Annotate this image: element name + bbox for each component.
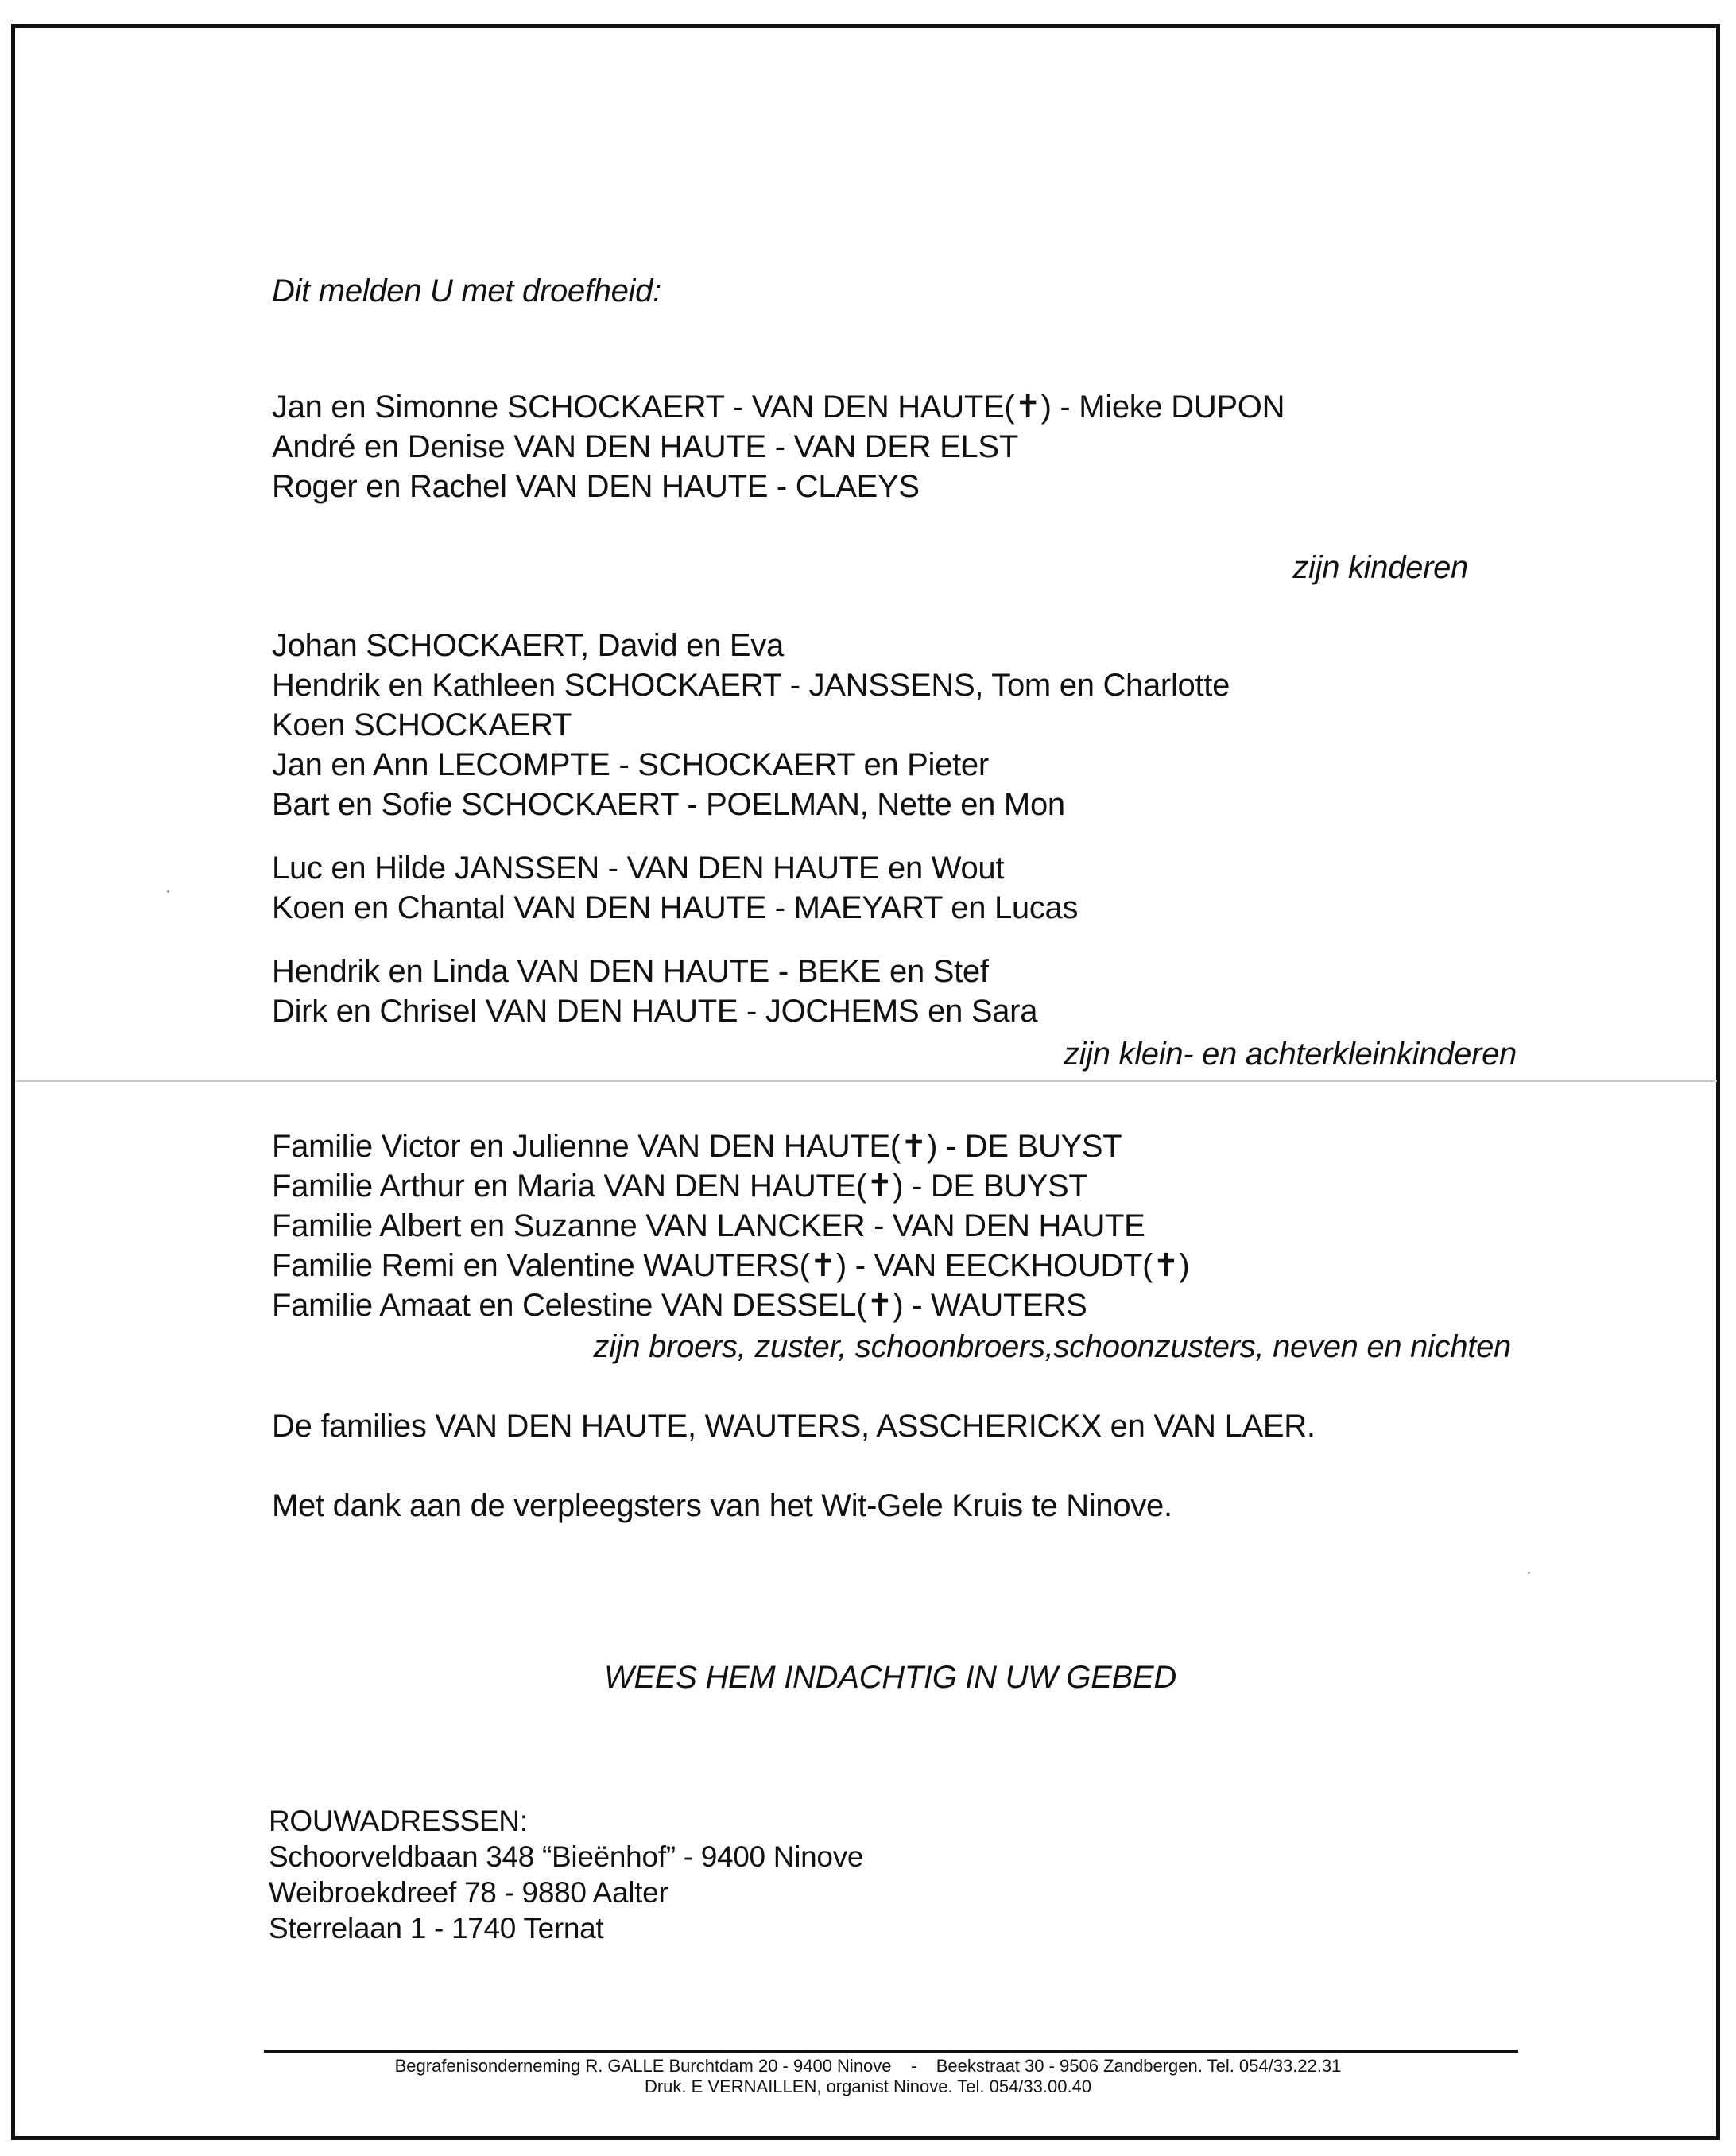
grandchild-line: Bart en Sofie SCHOCKAERT - POELMAN, Nette en Mon xyxy=(272,787,1065,822)
grandchild-line: Hendrik en Linda VAN DEN HAUTE - BEKE en Stef xyxy=(272,954,989,989)
grandchild-line: Dirk en Chrisel VAN DEN HAUTE - JOCHEMS en Sara xyxy=(272,994,1038,1029)
sibling-line: Familie Amaat en Celestine VAN DESSEL(✝) - WAUTERS xyxy=(272,1288,1087,1323)
thanks-line: Met dank aan de verpleegsters van het Wit-Gele Kruis te Ninove. xyxy=(272,1488,1172,1523)
grandchild-line: Luc en Hilde JANSSEN - VAN DEN HAUTE en Wout xyxy=(272,851,1005,886)
grandchild-line: Koen SCHOCKAERT xyxy=(272,708,572,743)
grandchild-line: Jan en Ann LECOMPTE - SCHOCKAERT en Pieter xyxy=(272,747,989,782)
sibling-line: Familie Albert en Suzanne VAN LANCKER - VAN DEN HAUTE xyxy=(272,1208,1145,1243)
footer-rule xyxy=(264,2050,1518,2053)
address-line: Schoorveldbaan 348 “Bieënhof” - 9400 Ninove xyxy=(269,1840,864,1873)
address-line: Sterrelaan 1 - 1740 Ternat xyxy=(269,1912,604,1945)
child-line: Jan en Simonne SCHOCKAERT - VAN DEN HAUTE(✝) - Mieke DUPON xyxy=(272,390,1285,425)
page-border xyxy=(11,24,1720,2140)
grandchild-line: Koen en Chantal VAN DEN HAUTE - MAEYART en Lucas xyxy=(272,890,1079,925)
grandchild-line: Hendrik en Kathleen SCHOCKAERT - JANSSENS, Tom en Charlotte xyxy=(272,668,1230,703)
address-line: Weibroekdreef 78 - 9880 Aalter xyxy=(269,1876,668,1909)
addresses-heading: ROUWADRESSEN: xyxy=(269,1805,528,1837)
scan-speck xyxy=(1528,1572,1530,1574)
children-label: zijn kinderen xyxy=(1292,550,1468,585)
child-line: André en Denise VAN DEN HAUTE - VAN DER ELST xyxy=(272,429,1018,464)
scan-speck xyxy=(167,890,169,893)
sibling-line: Familie Remi en Valentine WAUTERS(✝) - VAN EECKHOUDT(✝) xyxy=(272,1248,1190,1283)
grandchild-line: Johan SCHOCKAERT, David en Eva xyxy=(272,628,784,663)
grandchildren-label: zijn klein- en achterkleinkinderen xyxy=(1063,1037,1517,1072)
footer-printer: Druk. E VERNAILLEN, organist Ninove. Tel. 054/33.00.40 xyxy=(644,2077,1092,2096)
sibling-line: Familie Arthur en Maria VAN DEN HAUTE(✝) - DE BUYST xyxy=(272,1169,1088,1204)
prayer-line: WEES HEM INDACHTIG IN UW GEBED xyxy=(604,1660,1176,1695)
siblings-label: zijn broers, zuster, schoonbroers,schoonzusters, neven en nichten xyxy=(593,1329,1511,1364)
fold-line xyxy=(16,1080,1717,1082)
child-line: Roger en Rachel VAN DEN HAUTE - CLAEYS xyxy=(272,469,920,504)
families-line: De families VAN DEN HAUTE, WAUTERS, ASSCHERICKX en VAN LAER. xyxy=(272,1409,1316,1444)
intro-text: Dit melden U met droefheid: xyxy=(272,273,661,308)
footer-funeral-home: Begrafenisonderneming R. GALLE Burchtdam 20 - 9400 Ninove - Beekstraat 30 - 9506 Zandbergen. Tel. 054/33.22.31 xyxy=(394,2056,1342,2076)
sibling-line: Familie Victor en Julienne VAN DEN HAUTE(✝) - DE BUYST xyxy=(272,1129,1122,1164)
